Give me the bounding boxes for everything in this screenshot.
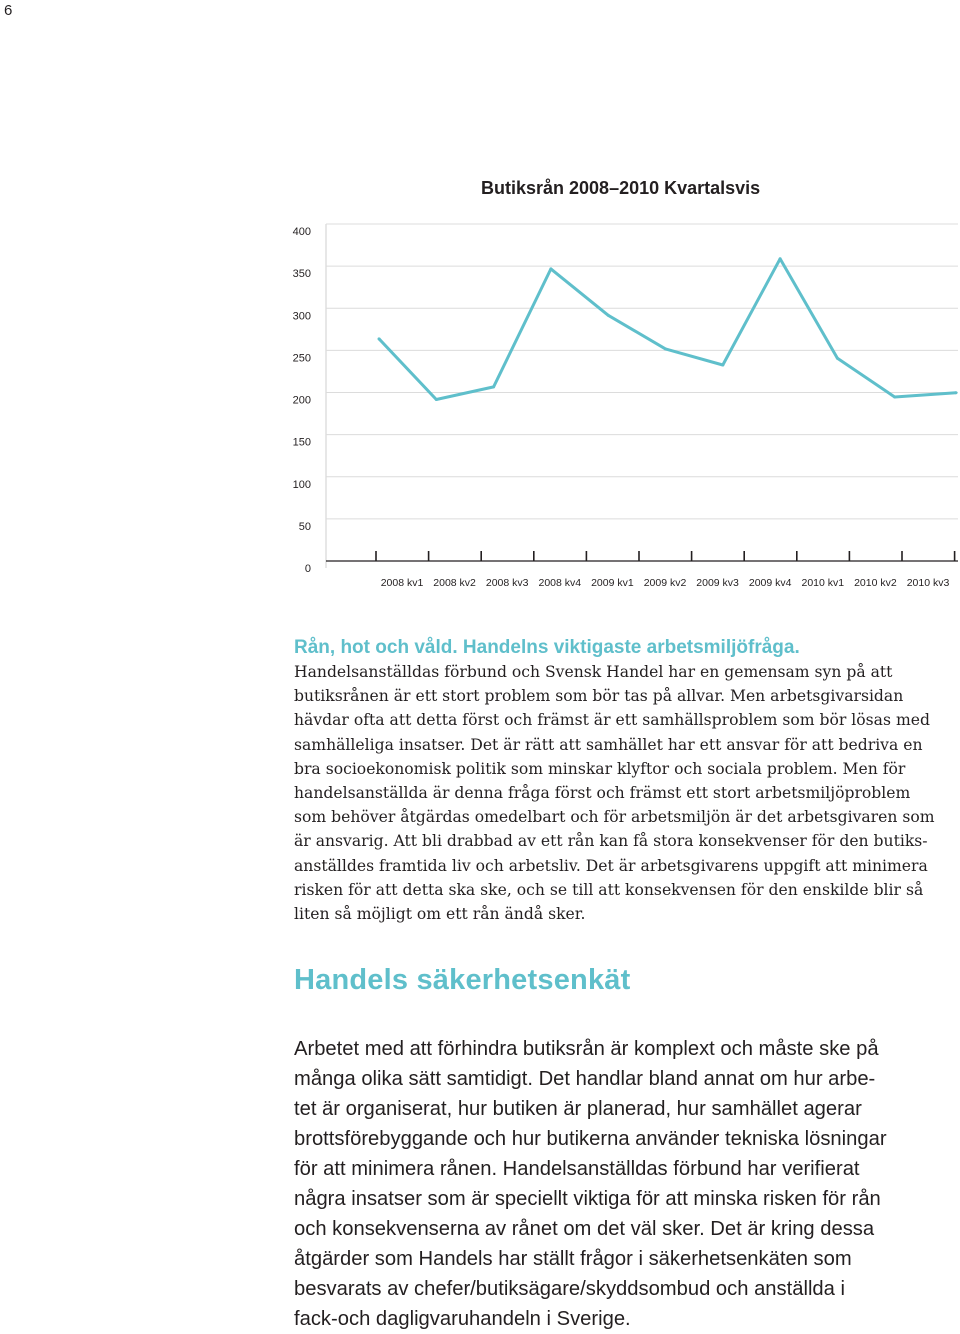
section1-line: bra socioekonomisk politik som minskar klyftor och sociala problem. Men för bbox=[294, 759, 906, 778]
data-point bbox=[779, 257, 782, 260]
section2-line: brottsförebyggande och hur butikerna använder tekniska lösningar bbox=[294, 1128, 887, 1150]
section2-line: åtgärder som Handels har ställt frågor i säkerhetsenkäten som bbox=[294, 1248, 852, 1270]
data-point bbox=[549, 267, 552, 270]
y-tick-label: 0 bbox=[304, 563, 311, 575]
y-tick-label: 400 bbox=[292, 226, 311, 238]
section-survey-body bbox=[294, 1034, 956, 1334]
section-robbery-body bbox=[294, 660, 954, 926]
y-tick-label: 150 bbox=[292, 436, 311, 449]
section1-line: samhälleliga insatser. Det är rätt att samhället har ett ansvar för att bedriva en bbox=[294, 735, 923, 754]
x-tick-label: 2008 kv2 bbox=[433, 577, 476, 589]
x-tick-label: 2010 kv1 bbox=[801, 577, 845, 589]
page-number: 6 bbox=[4, 2, 13, 19]
y-tick-label: 50 bbox=[298, 520, 311, 533]
section2-line: och konsekvenserna av rånet om det väl sker. Det är kring dessa bbox=[294, 1218, 875, 1240]
section1-line: risken för att detta ska ske, och se till att konsekvensen för den enskilde blir så bbox=[294, 880, 924, 899]
y-tick-label: 300 bbox=[292, 310, 311, 323]
data-point bbox=[435, 398, 438, 401]
x-tick-label: 2009 kv1 bbox=[591, 577, 634, 589]
data-point bbox=[836, 357, 839, 360]
y-tick-label: 100 bbox=[292, 478, 311, 491]
x-tick-label: 2008 kv4 bbox=[538, 577, 582, 589]
section2-line: några insatser som är speciellt viktiga för att minska risken för rån bbox=[294, 1188, 881, 1210]
series-line bbox=[379, 259, 956, 400]
x-tick-label: 2009 kv2 bbox=[643, 577, 687, 589]
section2-line: för att minimera rånen. Handelsanställdas förbund har verifierat bbox=[294, 1158, 860, 1180]
section-survey-heading: Handels säkerhetsenkät bbox=[294, 964, 631, 996]
y-tick-label: 200 bbox=[292, 394, 311, 407]
section2-line: många olika sätt samtidigt. Det handlar bland annat om hur arbe- bbox=[294, 1068, 876, 1090]
data-point bbox=[893, 395, 896, 398]
data-point bbox=[721, 363, 724, 366]
line-chart bbox=[0, 0, 960, 600]
section1-line: som behöver åtgärdas omedelbart och för arbetsmiljön är det arbetsgivaren som bbox=[294, 808, 935, 827]
x-tick-label: 2009 kv3 bbox=[696, 577, 739, 589]
data-point bbox=[492, 385, 495, 388]
section1-line: Handelsanställdas förbund och Svensk Handel har en gemensam syn på att bbox=[294, 663, 893, 681]
section1-line: liten så möjligt om ett rån ändå sker. bbox=[294, 905, 586, 924]
section1-line: butiksrånen är ett stort problem som bör tas på allvar. Men arbetsgivarsidan bbox=[294, 687, 904, 706]
x-tick-label: 2008 kv1 bbox=[380, 577, 424, 589]
section-robbery bbox=[294, 636, 954, 926]
section2-line: tet är organiserat, hur butiken är planerad, hur samhället agerar bbox=[294, 1098, 862, 1120]
section1-line: handelsanställda är denna fråga först och främst ett stort arbetsmiljöproblem bbox=[294, 784, 911, 803]
section2-line: besvarats av chefer/butiksägare/skyddsombud och anställda i bbox=[294, 1278, 845, 1300]
data-point bbox=[607, 314, 610, 317]
x-tick-label: 2010 kv3 bbox=[906, 577, 950, 589]
section2-line: fack-och dagligvaruhandeln i Sverige. bbox=[294, 1308, 631, 1330]
data-point bbox=[664, 347, 667, 350]
data-point bbox=[955, 391, 958, 394]
x-tick-label: 2009 kv4 bbox=[748, 577, 792, 589]
x-tick-label: 2010 kv2 bbox=[854, 577, 897, 589]
x-tick-label: 2008 kv3 bbox=[485, 577, 529, 589]
section1-line: anställdes framtida liv och arbetsliv. Det är arbetsgivarens uppgift att minimera bbox=[294, 856, 928, 875]
y-tick-label: 350 bbox=[292, 268, 311, 281]
chart-title: Butiksrån 2008–2010 Kvartalsvis bbox=[481, 178, 761, 198]
data-point bbox=[378, 337, 381, 340]
section2-line: Arbetet med att förhindra butiksrån är komplext och måste ske på bbox=[294, 1038, 879, 1060]
section1-line: hävdar ofta att detta först och främst är ett samhällsproblem som bör lösas med bbox=[294, 711, 930, 730]
y-tick-label: 250 bbox=[292, 352, 311, 365]
section1-line: är ansvarig. Att bli drabbad av ett rån kan få stora konsekvenser för den butiks- bbox=[294, 832, 928, 851]
section-robbery-heading: Rån, hot och våld. Handelns viktigaste arbetsmiljöfråga. bbox=[294, 637, 800, 658]
